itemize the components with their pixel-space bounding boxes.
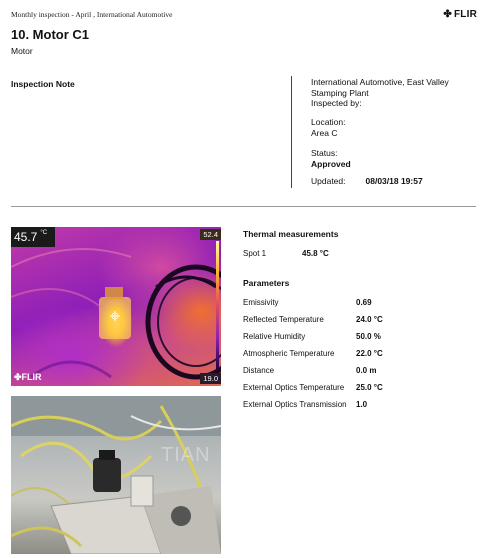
- section-title: 10. Motor C1: [11, 27, 90, 42]
- status-label: Status:: [311, 148, 338, 158]
- updated-label: Updated:: [311, 176, 346, 186]
- company-block: [311, 77, 481, 109]
- thermal-flir-logo: ✤FLIR: [14, 372, 42, 382]
- spot-value: 45.8 °C: [302, 249, 329, 258]
- location-block: [311, 117, 481, 138]
- vertical-divider: [291, 76, 292, 188]
- param-row: [243, 383, 483, 392]
- thermal-image: [11, 227, 221, 386]
- visual-photo: [11, 396, 221, 554]
- param-label: Emissivity: [243, 298, 279, 307]
- location-label: Location:: [311, 117, 346, 127]
- param-value: 0.0 m: [356, 366, 377, 375]
- thermal-measurements-title: Thermal measurements: [243, 229, 339, 239]
- param-label: Distance: [243, 366, 275, 375]
- spot-temperature-value: 45.7: [14, 230, 38, 244]
- company-line-2: Stamping Plant: [311, 87, 369, 98]
- param-row: [243, 349, 483, 358]
- spot-row: [243, 249, 483, 258]
- param-value: 22.0 °C: [356, 349, 383, 358]
- param-row: [243, 332, 483, 341]
- param-row: [243, 298, 483, 307]
- param-label: External Optics Temperature: [243, 383, 345, 392]
- flir-logo-icon: ✤: [443, 9, 452, 20]
- status-value: Approved: [311, 158, 351, 169]
- photo-scene: [11, 396, 221, 554]
- company-line-1: International Automotive, East Valley: [311, 77, 449, 87]
- spot-temperature-unit: °C: [40, 230, 48, 236]
- inspected-by: Inspected by:: [311, 98, 362, 108]
- report-title: Monthly inspection - April , International Automotive: [11, 10, 173, 19]
- param-value: 24.0 °C: [356, 315, 383, 324]
- param-value: 1.0: [356, 400, 368, 409]
- horizontal-divider: [11, 206, 476, 207]
- flir-logo-text: FLIR: [453, 9, 477, 20]
- param-label: Reflected Temperature: [243, 315, 324, 324]
- parameters-title: Parameters: [243, 278, 290, 288]
- param-row: [243, 366, 483, 375]
- flir-logo: [443, 9, 477, 20]
- status-block: [311, 148, 481, 169]
- location-value: Area C: [311, 127, 338, 138]
- scale-max: 52.4: [200, 229, 221, 240]
- section-subtitle: Motor: [11, 46, 33, 56]
- temperature-scale-bar: [216, 241, 219, 370]
- updated-block: [311, 176, 481, 187]
- thermal-scene: [11, 227, 221, 386]
- param-value: 0.69: [356, 298, 372, 307]
- updated-value: 08/03/18 19:57: [365, 176, 423, 186]
- param-value: 25.0 °C: [356, 383, 383, 392]
- param-label: Atmospheric Temperature: [243, 349, 335, 358]
- param-value: 50.0 %: [356, 332, 381, 341]
- inspection-note-label: Inspection Note: [11, 79, 75, 89]
- photo-watermark: TIAN: [161, 444, 211, 466]
- param-row: [243, 400, 483, 409]
- spot-temperature: [11, 227, 55, 247]
- scale-min: 19.0: [200, 373, 221, 384]
- param-label: Relative Humidity: [243, 332, 306, 341]
- param-row: [243, 315, 483, 324]
- param-label: External Optics Transmission: [243, 400, 347, 409]
- spot-label: Spot 1: [243, 249, 267, 258]
